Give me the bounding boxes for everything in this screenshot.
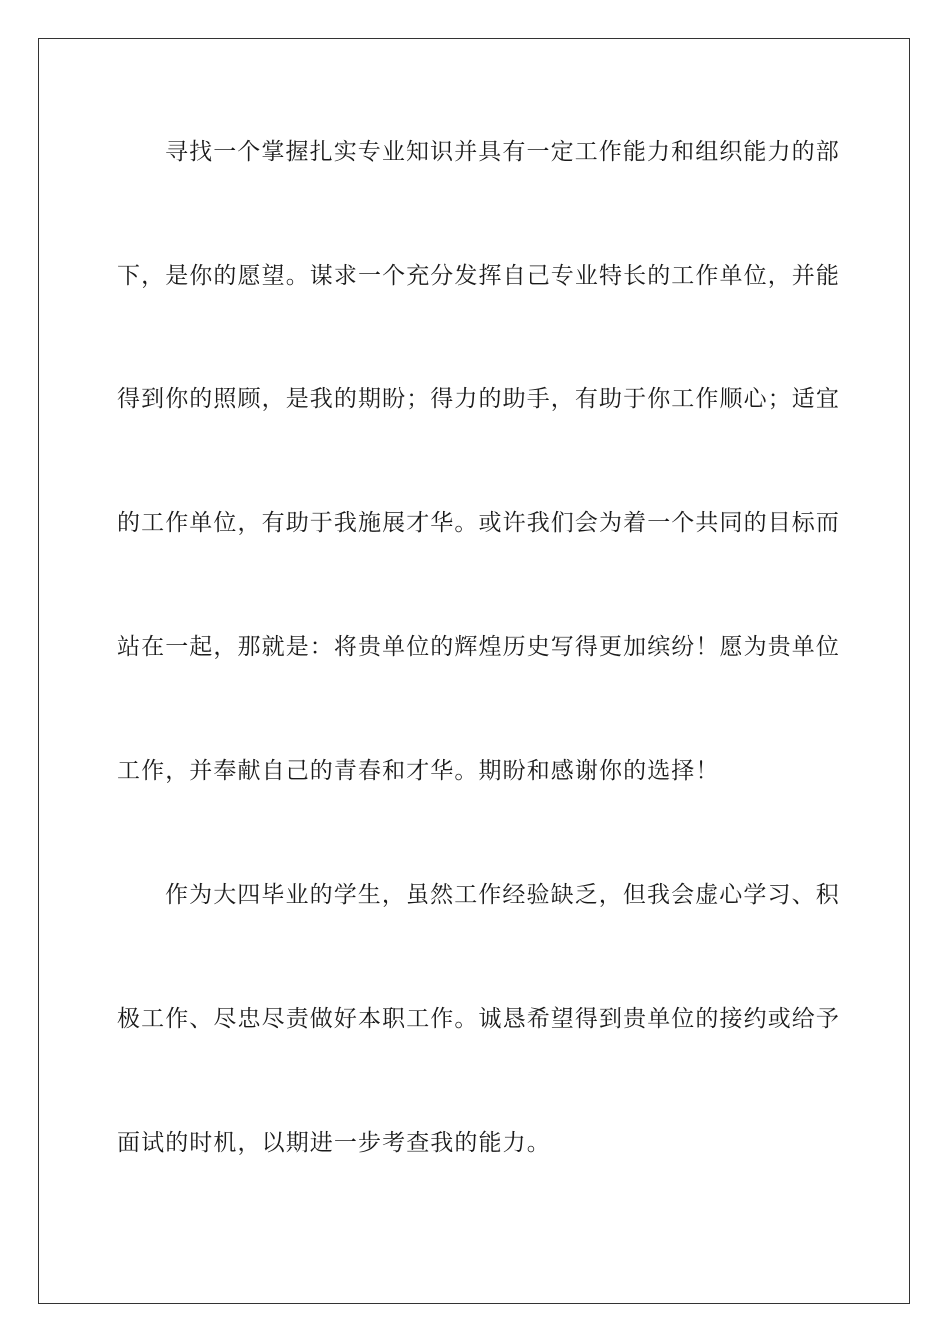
text-line: 站在一起，那就是：将贵单位的辉煌历史写得更加缤纷！愿为贵单位 xyxy=(117,634,840,660)
text-line: 寻找一个掌握扎实专业知识并具有一定工作能力和组织能力的部 xyxy=(165,139,840,165)
page-border xyxy=(38,38,910,1304)
text-line: 作为大四毕业的学生，虽然工作经验缺乏，但我会虚心学习、积 xyxy=(165,882,840,908)
text-line: 工作，并奉献自己的青春和才华。期盼和感谢你的选择！ xyxy=(117,758,720,784)
text-line: 的工作单位，有助于我施展才华。或许我们会为着一个共同的目标而 xyxy=(117,510,840,536)
text-line: 下，是你的愿望。谋求一个充分发挥自己专业特长的工作单位，并能 xyxy=(117,263,840,289)
text-line: 面试的时机，以期进一步考查我的能力。 xyxy=(117,1130,551,1156)
text-line: 极工作、尽忠尽责做好本职工作。诚恳希望得到贵单位的接约或给予 xyxy=(117,1006,840,1032)
text-line: 得到你的照顾，是我的期盼；得力的助手，有助于你工作顺心；适宜 xyxy=(117,386,840,412)
